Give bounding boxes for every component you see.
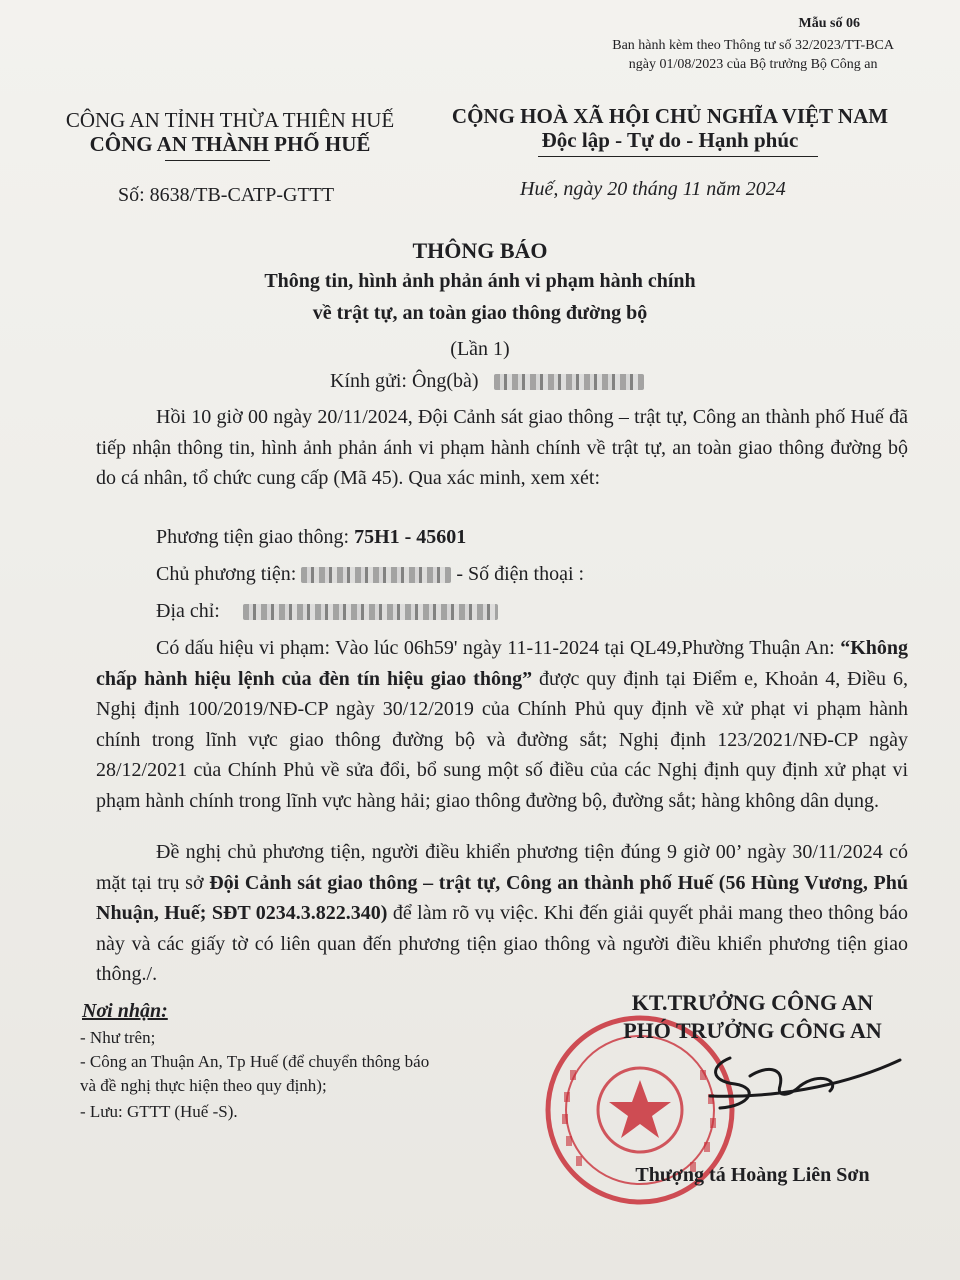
notice-count: (Lần 1) [450, 338, 510, 360]
recipient-item: - Như trên; [80, 1028, 156, 1047]
form-issued-line1: Ban hành kèm theo Thông tư số 32/2023/TT-BCA [612, 38, 894, 53]
handwritten-signature-icon [690, 1036, 910, 1126]
form-number: Mẫu số 06 [798, 16, 860, 31]
recipient-item: và đề nghị thực hiện theo quy định); [80, 1076, 327, 1095]
violation-text-b: được quy định tại Điểm e, Khoản 4, Điều 6, Nghị định 100/2019/NĐ-CP ngày 30/12/2019 của Chính Phủ quy định về xử phạt vi phạm hành chính trong lĩnh vực giao thông đường bộ và đường sắt; Nghị định 123/2021/NĐ-CP ngày 28/12/2021 của Chính Phủ về sửa đổi, bổ sung một số điều của các Nghị định quy định xử phạt vi phạm hành chính trong lĩnh vực hàng hải; giao thông đường bộ, đường sắt; hàng không dân dụng. [96, 667, 909, 812]
signer-name: Thượng tá Hoàng Liên Sơn [635, 1164, 870, 1186]
vehicle-plate: 75H1 - 45601 [354, 526, 467, 548]
vehicle-field [156, 526, 466, 549]
national-motto: Độc lập - Tự do - Hạnh phúc [541, 128, 799, 152]
signature-authority: KT.TRƯỞNG CÔNG AN [631, 990, 874, 1015]
recipient-item: - Lưu: GTTT (Huế -S). [80, 1102, 238, 1121]
agency-name: CÔNG AN THÀNH PHỐ HUẾ [89, 132, 371, 156]
request-office: Đội Cảnh sát giao thông – trật tự, Công an thành phố Huế (56 Hùng Vương, Phú Nhuận, Huế; SĐT 0234.3.822.340) [96, 871, 909, 924]
paragraph-receipt: Hồi 10 giờ 00 ngày 20/11/2024, Đội Cảnh sát giao thông – trật tự, Công an thành phố Huế đã tiếp nhận thông tin, hình ảnh phản ánh vi phạm hành chính về trật tự, an toàn giao thông đường bộ do cá nhân, tổ chức cung cấp (Mã 45). Qua xác minh, xem xét: [96, 406, 908, 489]
country-name: CỘNG HOÀ XÃ HỘI CHỦ NGHĨA VIỆT NAM [451, 104, 889, 128]
paragraph-violation [96, 633, 908, 816]
recipient-item: - Công an Thuận An, Tp Huế (để chuyển thông báo [80, 1052, 430, 1071]
phone-label: - Số điện thoại : [456, 563, 585, 585]
recipients-title: Nơi nhận: [82, 1000, 168, 1022]
address-field [156, 600, 498, 623]
recipient-label: Kính gửi: Ông(bà) [330, 370, 479, 392]
form-issued-note [612, 36, 894, 74]
document-subtitle-2: về trật tự, an toàn giao thông đường bộ [312, 302, 648, 324]
address-label: Địa chỉ: [156, 600, 220, 622]
violation-text-a: Có dấu hiệu vi phạm: Vào lúc 06h59' ngày 11-11-2024 tại QL49,Phường Thuận An: [156, 637, 835, 659]
redacted-owner [301, 567, 451, 583]
document-number: Số: 8638/TB-CATP-GTTT [118, 184, 335, 206]
vehicle-label: Phương tiện giao thông: [156, 526, 350, 548]
paragraph-request [96, 837, 908, 990]
redacted-address [243, 604, 498, 620]
form-issued-line2: ngày 01/08/2023 của Bộ trưởng Bộ Công an [628, 57, 878, 72]
document-subtitle-1: Thông tin, hình ảnh phản ánh vi phạm hành chính [264, 270, 696, 292]
redacted-name [494, 374, 644, 390]
agency-parent: CÔNG AN TỈNH THỪA THIÊN HUẾ [65, 108, 395, 132]
recipient-line [330, 370, 644, 393]
agency-underline [165, 160, 270, 161]
signature-title: PHÓ TRƯỞNG CÔNG AN [623, 1018, 882, 1043]
request-text-a: Đề nghị chủ phương tiện, người điều khiển phương tiện đúng 9 giờ 00’ ngày 30/11/2024 có mặt tại trụ sở [96, 841, 908, 894]
document-title: THÔNG BÁO [412, 238, 548, 263]
request-text-b: để làm rõ vụ việc. Khi đến giải quyết phải mang theo thông báo này và các giấy tờ có liên quan đến phương tiện giao thông và người điều khiển phương tiện giao thông./. [96, 902, 909, 985]
owner-field [156, 563, 584, 586]
violation-name: “Không chấp hành hiệu lệnh của đèn tín hiệu giao thông” [96, 637, 908, 690]
motto-underline [538, 156, 818, 157]
place-date: Huế, ngày 20 tháng 11 năm 2024 [520, 178, 786, 200]
owner-label: Chủ phương tiện: [156, 563, 297, 585]
